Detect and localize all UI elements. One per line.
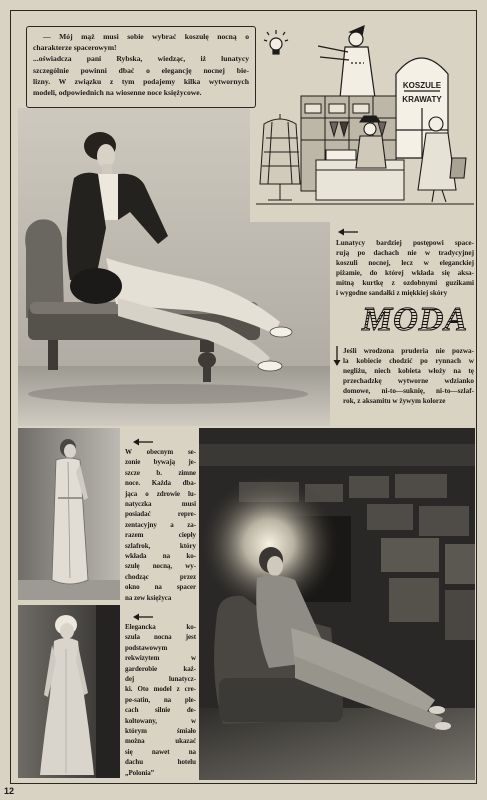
text-line: W obecnym se- (125, 448, 196, 456)
caption-housecoat (343, 346, 474, 406)
text-line: noce. Każda dba- (125, 479, 196, 488)
text-line: razem ciepły (125, 531, 196, 540)
sign-shirts-text: KOSZULE (402, 81, 442, 90)
text-line: charakterze spacerowym! (33, 43, 117, 53)
text-line: la kobiecie chodzić po rynnach w (343, 357, 474, 365)
text-line: i wygodne sandałki z miękkiej skóry (336, 289, 448, 297)
text-line: rok, z aksamitu w żywym kolorze (343, 397, 446, 405)
text-line: zentacyjny a za- (125, 520, 196, 529)
text-line: przechadzkę wytworne wdzianko (343, 377, 474, 385)
text-line: można ukazać (125, 737, 196, 746)
text-line: Jeśli wrodzona pruderia nie pozwa- (343, 347, 474, 355)
text-line: szulę nocną, wy- (125, 562, 196, 571)
intro-box (26, 26, 256, 108)
caption-robe (125, 447, 196, 603)
photo-fireplace-lounge (199, 428, 475, 780)
section-title: MODA (362, 301, 469, 338)
text-line: na zew księżyca (125, 593, 172, 602)
text-line: koszuli nocnej, lecz w eleganckiej (336, 259, 474, 267)
caption-nightgown (125, 622, 196, 778)
arrow-left-icon (133, 613, 153, 621)
caption-pajama (336, 238, 474, 298)
text-line: — Mój mąż musi sobie wybrać koszulę nocną o (43, 32, 249, 41)
text-line: dej lunatycz- (125, 675, 196, 684)
text-line: szula nocna jest (125, 633, 196, 642)
text-line: szcze b. zimne (125, 468, 196, 477)
text-line: „Polonia” (125, 768, 155, 777)
coat-on-stand (260, 114, 300, 200)
light-bulb-icon (264, 30, 288, 54)
text-line: zonie bywają je- (125, 458, 196, 467)
text-line: dachu hotelu (125, 758, 196, 767)
text-line: piżamie, do której wkłada się aksa- (336, 269, 474, 277)
arrow-down-icon (333, 346, 341, 366)
text-line: natyczka musi (125, 500, 196, 509)
text-line: którym śmiało (125, 727, 196, 736)
text-line: posiadać repre- (125, 510, 196, 519)
text-line: ki. Oto model z cre- (125, 685, 196, 694)
intro-quote (33, 31, 249, 53)
text-line: rekwizytem w (125, 654, 196, 663)
text-line: szczególnie powinni dbać o elegancję nocnej bie- (33, 65, 249, 75)
text-line: Lunatycy bardziej postępowi space- (336, 239, 474, 247)
text-line: pe-satin, na ple- (125, 695, 196, 704)
text-line: domowe, ni-to—suknię, ni-to—szlaf- (343, 387, 474, 395)
text-line: wkłada na ko- (125, 552, 196, 561)
text-line: negliżu, niech kobieta włoży na tę (343, 367, 474, 375)
text-line: lizny. W związku z tym podajemy kilka wytwornych (33, 76, 249, 86)
page-number: 12 (4, 786, 15, 796)
sign-ties-text: KRAWATY (402, 95, 442, 104)
text-line: Elegancka ko- (125, 623, 196, 631)
arrow-left-icon (338, 228, 358, 236)
text-line: podstawowym (125, 643, 168, 652)
photo-standing-robe (18, 428, 120, 600)
text-line: ...oświadcza pani Rybska, wiedząc, iż lunatycy (33, 54, 249, 64)
text-line: rują po dachach nie w tradycyjnej (336, 249, 474, 257)
text-line: mitną kurtkę z ozdobnymi guzikami (336, 279, 474, 287)
text-line: garderobie każ- (125, 664, 196, 673)
intro-body (33, 53, 249, 98)
shop-illustration (256, 18, 476, 218)
text-line: szlafrok, który (125, 541, 196, 550)
text-line: jąca o zdrowie lu- (125, 489, 196, 498)
text-line: modeli, odpowiednich na wiosenne noce księżycowe. (33, 88, 202, 98)
photo-nightgown (18, 605, 120, 778)
text-line: okno na spacer (125, 583, 196, 592)
text-line: się nawet na (125, 747, 196, 756)
arrow-left-icon (133, 438, 153, 446)
text-line: chodząc przez (125, 572, 196, 581)
text-line: cach silnie de- (125, 706, 196, 715)
text-line: koltowany, w (125, 716, 196, 725)
